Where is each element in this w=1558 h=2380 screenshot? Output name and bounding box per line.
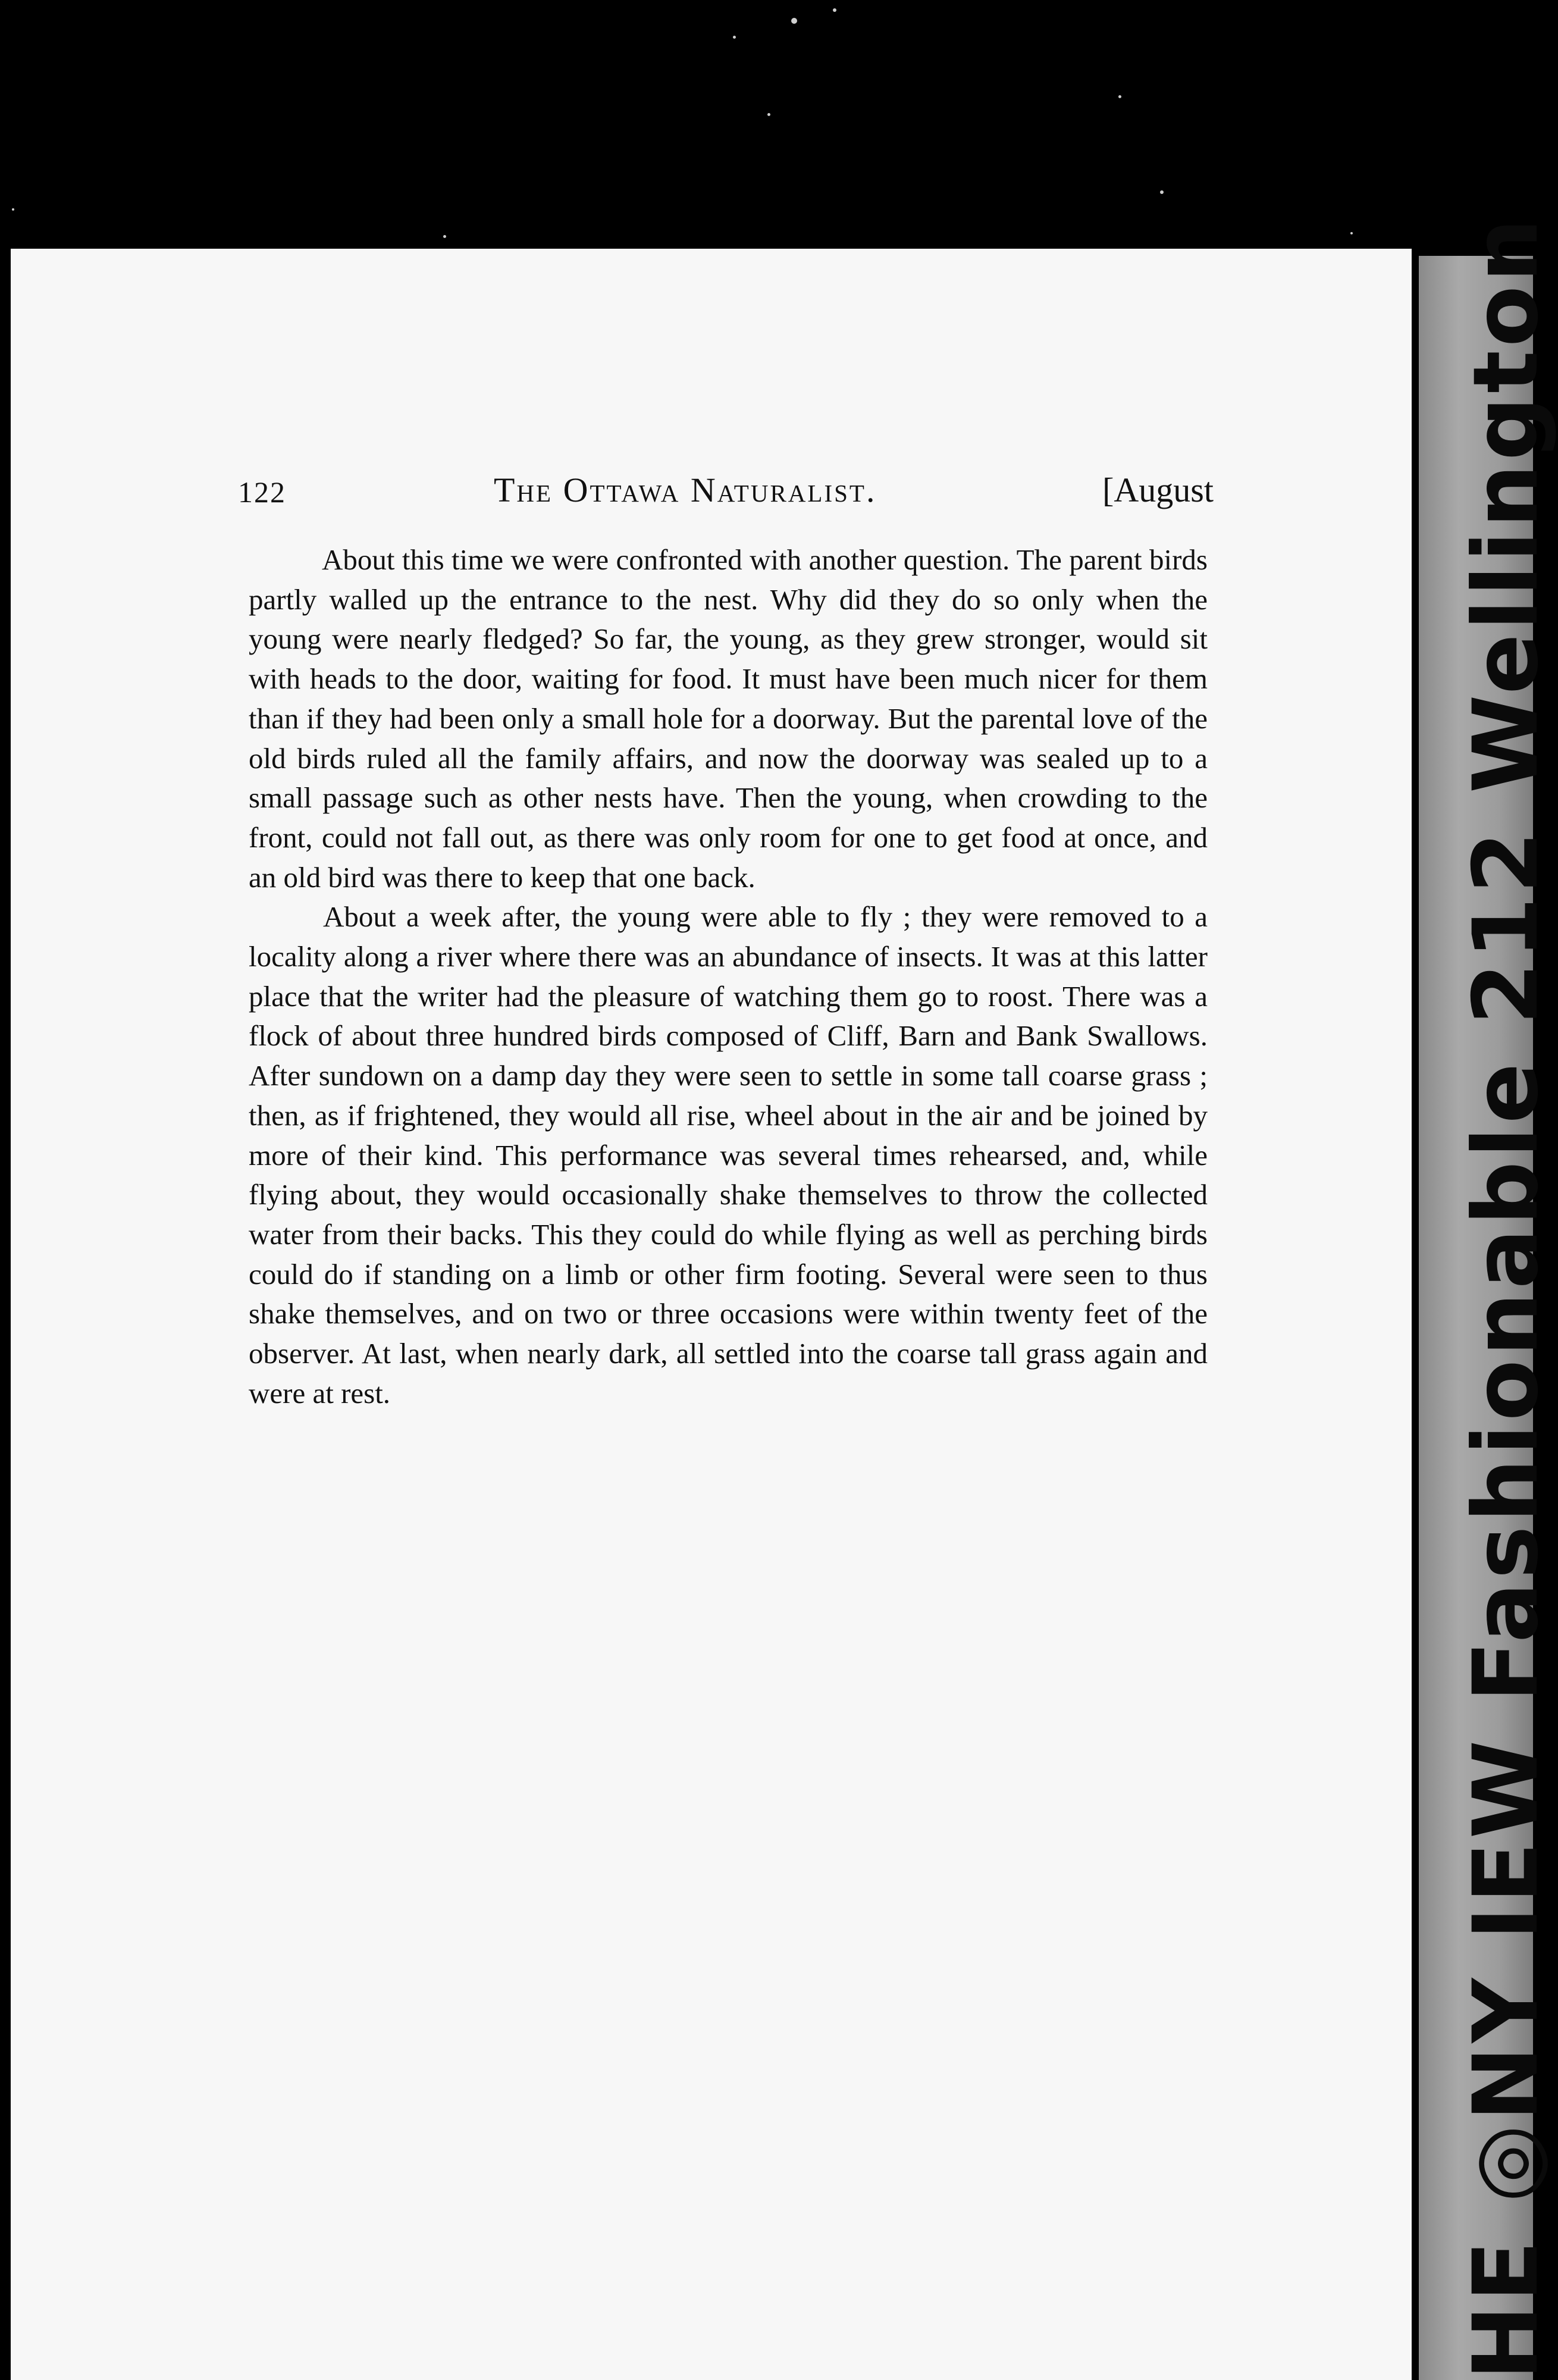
adjacent-page-text: HE ◎NY IEW Fashionable 212 Wellington	[1454, 215, 1558, 2380]
page-header	[238, 470, 1214, 524]
paragraph-1: About this time we were confronted with another question. The parent birds partly walled up the entrance to the nest. Why did they do so only when the young were nearly fledged? So far, the young, as they grew stronger, would sit with heads to the door, waiting for food. It must have been much nicer for them than if they had been only a small hole for a doorway. But the parental love of the old birds ruled all the family affairs, and now the doorway was sealed up to a small passage such as other nests have. Then the young, when crowding to the front, could not fall out, as there was only room for one to get food at once, and an old bird was there to keep that one back.	[249, 543, 1208, 894]
body-text	[249, 540, 1208, 1413]
adjacent-page-strip	[1419, 215, 1558, 2380]
page-number: 122	[238, 475, 286, 509]
running-month: [August	[1102, 471, 1214, 509]
paragraph-2: About a week after, the young were able to fly ; they were removed to a locality along a river where there was an abundance of insects. It was at this latter place that the writer had the pleasure of watching them go to roost. There was a flock of about three hundred birds composed of Cliff, Barn and Bank Swallows. After sundown on a damp day they were seen to settle in some tall coarse grass ; then, as if frightened, they would all rise, wheel about in the air and be joined by more of their kind. This performance was several times rehearsed, and, while flying about, they would occasionally shake themselves to throw the collected water from their backs. This they could do while flying as well as perching birds could do if standing on a limb or other firm footing. Several were seen to thus shake themselves, and on two or three occasions were within twenty feet of the observer. At last, when nearly dark, all settled into the coarse tall grass again and were at rest.	[249, 900, 1208, 1410]
journal-title: The Ottawa Naturalist.	[494, 471, 877, 509]
